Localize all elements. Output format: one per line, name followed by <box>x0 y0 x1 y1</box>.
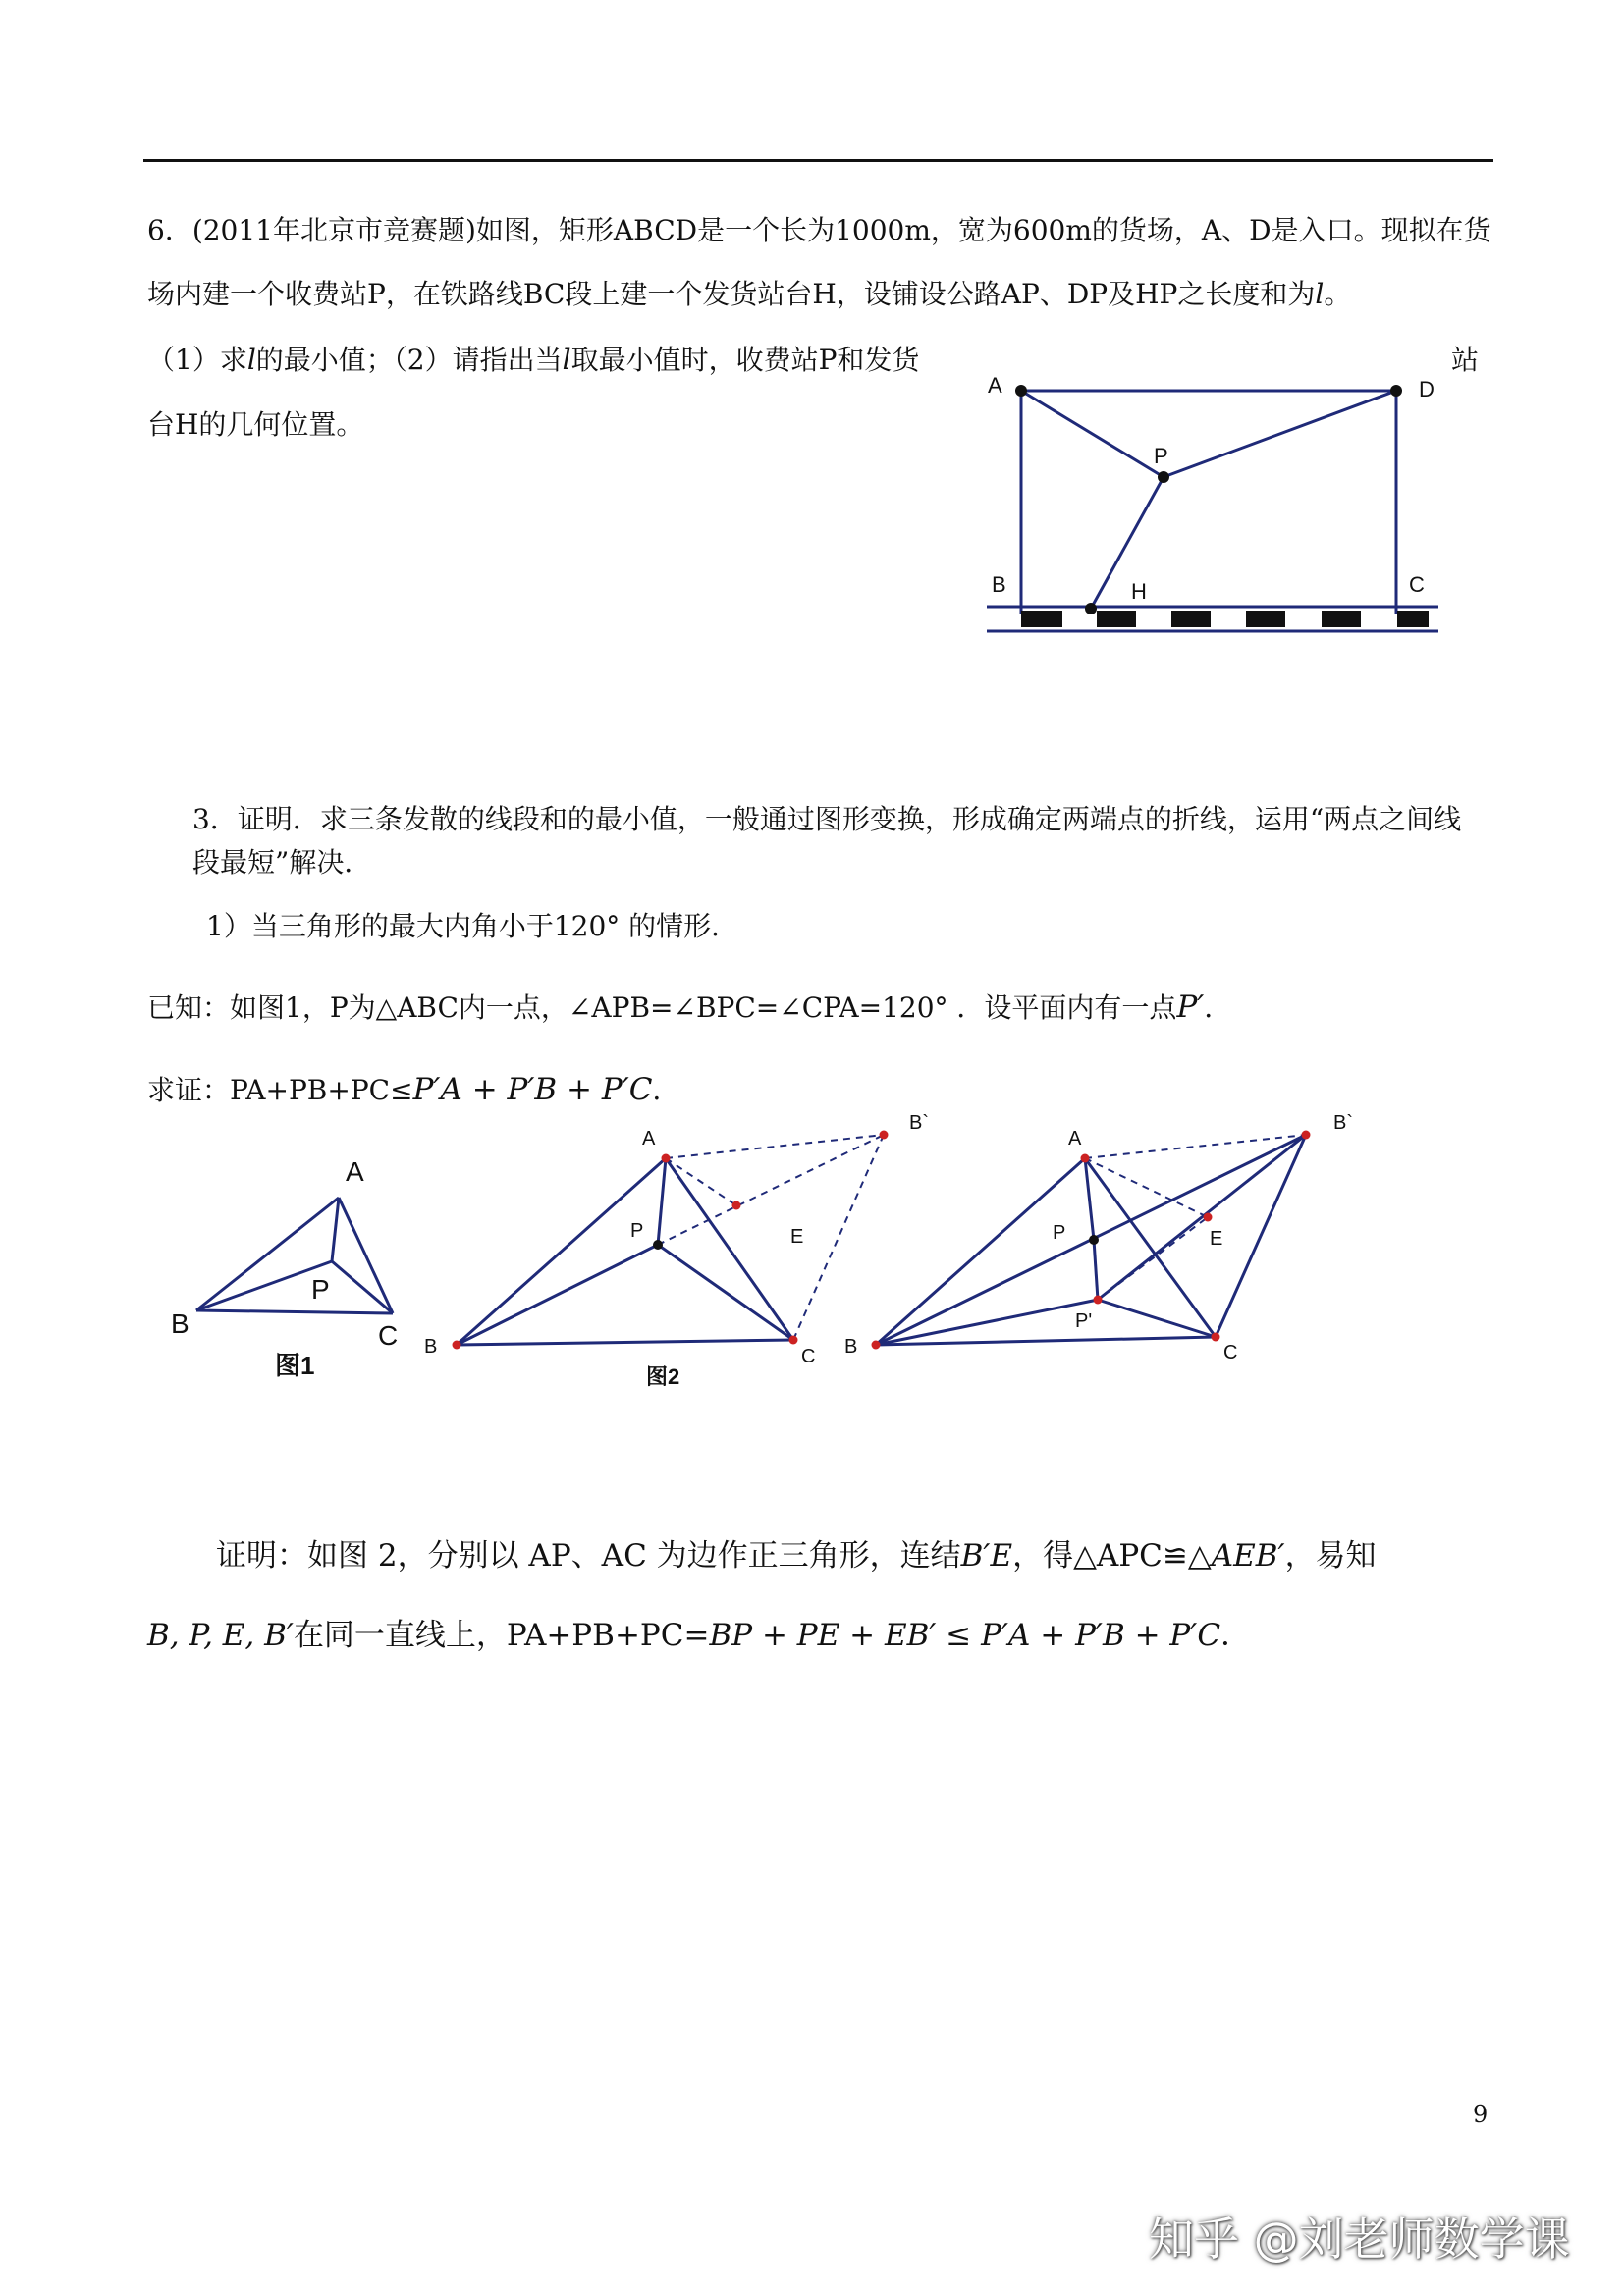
fig3-label-p-prime: P' <box>1075 1310 1093 1332</box>
proof-math-inequality: BP + PE + EB′ ≤ P′A + P′B + P′C <box>709 1618 1221 1653</box>
segment-pa <box>332 1198 339 1261</box>
label-p: P <box>1154 444 1168 468</box>
point-d <box>1390 385 1402 397</box>
var-l: l <box>562 344 571 376</box>
segment-pc <box>658 1245 793 1340</box>
section3-case1: 1）当三角形的最大内角小于120° 的情形． <box>206 910 739 942</box>
segment-pa <box>658 1158 666 1245</box>
header-rule <box>143 159 1493 162</box>
given-text: 已知：如图1，P为△ABC内一点，∠APB=∠BPC=∠CPA=120° ．设平面内有一点 <box>147 991 1177 1024</box>
problem6-line3-part-a: （1）求 <box>147 344 247 376</box>
fig1-label-c: C <box>378 1320 399 1351</box>
problem6-line4: 台H的几何位置。 <box>147 408 364 441</box>
fig1-caption: 图1 <box>275 1351 315 1380</box>
proof-line2-text: 在同一直线上，PA+PB+PC= <box>293 1618 710 1653</box>
edge-bc <box>876 1337 1216 1345</box>
segment-pc <box>332 1261 393 1313</box>
fig3-point-p-prime <box>1094 1296 1103 1305</box>
edge-ac <box>339 1198 393 1313</box>
fig3-point-b-prime <box>1302 1131 1311 1140</box>
fig2-point-b <box>453 1341 461 1350</box>
figure-3 <box>835 1099 1384 1394</box>
segment-p-p-prime <box>1094 1240 1098 1300</box>
fig2-label-a: A <box>642 1128 656 1149</box>
prove-text: 求证：PA+PB+PC≤ <box>147 1074 413 1106</box>
fig2-label-c: C <box>801 1346 816 1367</box>
fig3-point-b <box>872 1341 881 1350</box>
fig3-label-p: P <box>1053 1222 1066 1244</box>
point-a <box>1015 385 1027 397</box>
watermark: 知乎 @刘老师数学课 <box>1149 2213 1570 2266</box>
edge-ac <box>1085 1158 1216 1337</box>
var-l: l <box>1315 278 1325 310</box>
fig2-caption: 图2 <box>646 1364 680 1389</box>
fig1-label-a: A <box>346 1156 364 1187</box>
label-b: B <box>992 572 1006 597</box>
fig2-label-e: E <box>790 1226 804 1248</box>
segment-ap <box>1021 391 1164 477</box>
proof-line2-end: ． <box>1220 1618 1252 1653</box>
edge-ac <box>666 1158 793 1340</box>
fig2-label-b: B <box>424 1336 438 1358</box>
section3-line1: 3．证明．求三条发散的线段和的最小值，一般通过图形变换，形成确定两端点的折线，运用“两点之间线 <box>192 803 1462 835</box>
proof-line1 <box>216 1538 1377 1575</box>
segment-pb <box>457 1245 658 1345</box>
label-d: D <box>1419 377 1435 401</box>
edge-bc <box>457 1340 793 1345</box>
label-c: C <box>1409 572 1425 597</box>
dashed-ae <box>666 1158 736 1205</box>
segment-p-prime-b <box>876 1300 1098 1345</box>
problem6-line2-period: 。 <box>1324 278 1352 310</box>
problem6-line2-text: 场内建一个收费站P，在铁路线BC段上建一个发货站台H，设铺设公路AP、DP及HP之长度和为 <box>147 278 1316 310</box>
segment-hp <box>1091 477 1164 609</box>
railway-ties <box>1021 611 1429 627</box>
fig2-point-p <box>653 1240 663 1250</box>
edge-ab <box>457 1158 666 1345</box>
problem6-line2 <box>147 278 1351 311</box>
segment-p-prime-c <box>1098 1300 1216 1337</box>
dashed-ab-prime <box>1085 1135 1306 1158</box>
edge-bc <box>196 1310 393 1313</box>
prove-math: P′A + P′B + P′C <box>412 1072 653 1107</box>
proof-math-points: B, P, E, B′ <box>147 1618 294 1653</box>
problem6-line3-end: 站 <box>1451 344 1480 376</box>
fig3-label-b-prime: B` <box>1333 1112 1353 1134</box>
fig2-label-p: P <box>630 1220 644 1242</box>
proof-line1-end: ，易知 <box>1284 1538 1377 1574</box>
fig3-point-e <box>1204 1213 1213 1222</box>
fig3-point-c <box>1212 1333 1220 1342</box>
proof-math-b-prime-e: B′E <box>960 1538 1013 1574</box>
fig2-point-e <box>732 1201 741 1210</box>
fig1-label-b: B <box>171 1308 189 1339</box>
proof-line2 <box>147 1618 1251 1654</box>
given-statement <box>147 989 1231 1026</box>
fig2-label-b-prime: B` <box>909 1112 929 1134</box>
prove-end: ． <box>652 1074 680 1106</box>
problem6-line3-part-b: 的最小值；（2）请指出当 <box>255 344 563 376</box>
label-a: A <box>988 373 1002 398</box>
fig3-point-a <box>1081 1154 1090 1163</box>
fig3-label-a: A <box>1068 1128 1082 1149</box>
given-end: ． <box>1204 991 1232 1024</box>
fig3-label-c: C <box>1223 1342 1238 1363</box>
rectangle-figure <box>972 353 1502 648</box>
fig2-point-a <box>662 1154 671 1163</box>
dashed-ae <box>1085 1158 1208 1217</box>
section3-line2: 段最短”解决． <box>192 846 372 879</box>
point-h <box>1085 603 1097 614</box>
problem6-line3-part-c: 取最小值时，收费站P和发货 <box>570 344 920 376</box>
proof-line1-text: 证明：如图 2，分别以 AP、AC 为边作正三角形，连结 <box>216 1538 961 1574</box>
proof-math-aeb-prime: AEB′ <box>1211 1538 1285 1574</box>
segment-c-b-prime <box>1216 1135 1306 1337</box>
given-math-p-prime: P′ <box>1176 989 1205 1025</box>
point-p <box>1158 471 1169 483</box>
figure-1 <box>157 1139 422 1394</box>
var-l: l <box>246 344 256 376</box>
fig3-label-b: B <box>844 1336 858 1358</box>
problem6-line1: 6．(2011年北京市竞赛题)如图，矩形ABCD是一个长为1000m，宽为600m的货场，A、D是入口。现拟在货 <box>147 214 1491 246</box>
label-h: H <box>1131 579 1147 604</box>
fig3-label-e: E <box>1210 1228 1223 1250</box>
edge-ab <box>876 1158 1085 1345</box>
fig1-label-p: P <box>311 1274 330 1305</box>
proof-line1-congruent: ，得△APC≌△ <box>1012 1538 1212 1574</box>
problem6-line3 <box>147 344 919 377</box>
segment-dp <box>1164 391 1396 477</box>
fig3-point-p <box>1089 1235 1099 1245</box>
page-number: 9 <box>1473 2101 1489 2128</box>
fig2-point-c <box>789 1336 798 1345</box>
